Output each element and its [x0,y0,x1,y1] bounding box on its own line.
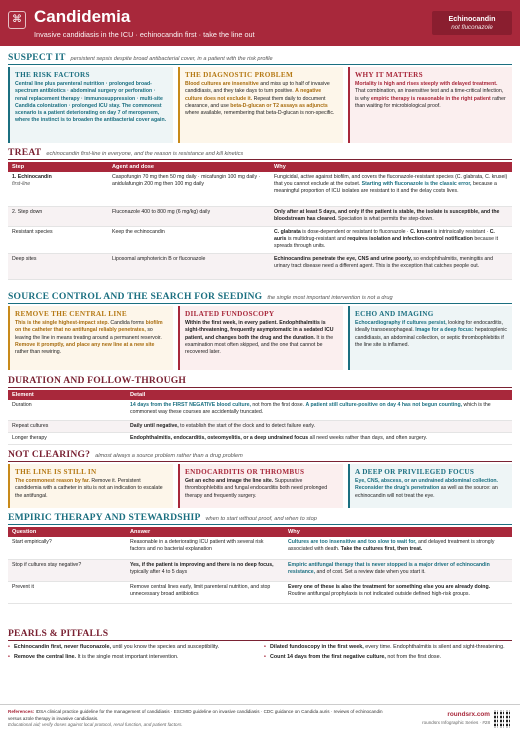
section-rule [8,64,512,65]
card-text: rather than waiting for microbiological proof. [355,95,506,109]
why-text: Take the cultures first, then treat. [340,546,423,553]
detail-text: to establish the start of the clock and to detect failure early. [178,422,316,429]
question: Stop if cultures stay negative? [8,559,126,581]
pearls-column-right [264,644,512,663]
why-text: because it spreads through units. [274,235,499,249]
card-text: Remove it promptly, and place any new line at a new site [15,341,155,348]
card-text: It is the examination most often skipped, and the one that cannot be recovered later. [185,334,334,355]
card-text: Repeat them daily to document clearance, and use [185,95,326,109]
references-label: References: [8,709,35,714]
why-text: because a meaningful proportion of ICU isolates are resistant to it and the delay costs lives. [274,181,497,195]
section-heading-source-control [8,291,393,304]
card-text: where available, remembering that beta-D-glucan is non-specific. [185,109,335,116]
section-heading-not-clearing [8,449,243,462]
answer: typically after 4 to 5 days [130,568,188,575]
card-text: rather than rewiring. [15,348,62,355]
element-name: Longer therapy [8,432,126,444]
element-name: Duration [8,400,126,420]
pearl-lead: Count 14 days from the first negative culture, [270,653,386,660]
column-header: Why [284,527,512,537]
duration-table [8,390,512,445]
qr-code-icon [494,710,512,728]
badge-main: Echinocandin [448,14,496,23]
section-rule [8,461,512,462]
list-item [264,644,512,652]
question: Prevent it [8,581,126,603]
table-row [8,559,512,581]
card-text: That combination, an insensitive test and a time-critical infection, is why [355,88,504,102]
why-text: is dose-dependent or resistant to fluconazole · [300,228,411,235]
table-row [8,581,512,603]
answer: Reasonable in a deteriorating ICU patient with several risk factors and no bacterial explanation [126,537,284,559]
card-text: Eye, CNS, abscess, or an undrained abdominal collection. Reconsider the drug's penetration [355,478,498,492]
element-name: Repeat cultures [8,420,126,432]
card-text: empiric therapy is reasonable in the right patient [370,95,491,102]
column-header: Agent and dose [108,162,270,172]
card-remove-line [8,306,173,370]
list-item [264,654,512,662]
card-title: THE RISK FACTORS [15,71,90,79]
card-title: THE LINE IS STILL IN [15,468,97,476]
section-rule [8,303,512,304]
card-text: A negative culture does not exclude it. [185,88,322,102]
why-text: is intrinsically resistant · [432,228,490,235]
card-line-still-in [8,464,173,508]
agent-dose: Caspofungin 70 mg then 50 mg daily · micafungin 100 mg daily · anidulafungin 200 mg then 100 mg daily [108,172,270,206]
card-title: REMOVE THE CENTRAL LINE [15,310,128,318]
section-title: SUSPECT IT [8,52,66,63]
section-subtitle: almost always a source problem rather than a drug problem [95,453,243,459]
badge-sub: not fluconazole [451,23,493,31]
why-text: is multidrug-resistant and [286,235,348,242]
page-subtitle: Invasive candidiasis in the ICU · echinocandin first · take the line out [34,30,255,39]
pearl-lead: Echinocandin first, never fluconazole, [14,644,112,650]
why-text: Empiric antifungal therapy that is never stopped is a major driver of echinocandin resistance, [288,561,490,575]
why-text: C. krusei [410,228,433,235]
table-row [8,172,512,206]
card-diagnostic-problem [178,67,343,143]
card-text: Echocardiography if cultures persist, [355,320,447,327]
section-title: NOT CLEARING? [8,449,91,460]
section-heading-duration [8,375,186,388]
card-text: Remove it. Persistent candidemia with a catheter in situ is not an indication to escalate the antifungal. [15,478,163,499]
card-text: beta-D-glucan or T2 assays as adjuncts [230,102,328,109]
card-text: so leaving the line in means treating around a permanent reservoir. [15,327,162,341]
references-text: IDSA clinical practice guideline for the management of candidiasis · ESCMID guideline on invasive candidiasis · CDC guidance on Candida auris · reviews of echinocandin versus azole therapy in invasive candidiasis. [8,709,383,721]
why-text: Speciation is what permits the step-down. [336,215,434,222]
footer [0,704,520,736]
card-risk-factors [8,67,173,143]
card-title: DILATED FUNDOSCOPY [185,310,275,318]
card-text: Within the first week, in every patient. Endophthalmitis is sight-threatening, frequently asymptomatic in a sedated ICU patient, and changes both the drug and the duration. [185,320,334,341]
page-title: Candidemia [34,7,131,26]
list-item [8,644,256,652]
first-line-badge [432,11,512,35]
why-text: C. glabrata [274,228,301,235]
pearls-list [8,644,512,674]
card-title: THE DIAGNOSTIC PROBLEM [185,71,294,79]
section-rule [8,524,512,525]
step-name: Deep sites [8,253,108,279]
logo-icon [8,11,26,29]
card-title: ECHO AND IMAGING [355,310,434,318]
card-title: A DEEP OR PRIVILEGED FOCUS [355,468,475,476]
card-text: Image for a deep focus: [415,327,474,334]
why-text: Echinocandins penetrate the eye, CNS and urine poorly, [274,255,412,262]
section-subtitle: persistent sepsis despite broad antibacterial cover, in a patient with the risk profile [70,56,273,62]
column-header: Detail [126,390,512,400]
card-text: Get an echo and image the line site. [185,478,274,485]
why-text: Every one of these is also the treatment for something else you are already doing. [288,583,491,590]
table-header-row [8,390,512,400]
card-text: Candida forms [108,320,146,327]
detail-text: which is the commonest way these courses are accidentally truncated. [130,402,491,416]
table-row [8,226,512,253]
table-row [8,537,512,559]
section-subtitle: when to start without proof, and when to stop [205,516,317,522]
table-header-row [8,527,512,537]
section-heading-suspect [8,52,273,65]
card-text: as well as the source: an echinocandin will not treat the eye. [355,485,498,499]
agent-dose: Keep the echinocandin [108,226,270,253]
card-text: Suppurative thrombophlebitis and fungal endocarditis both need prolonged therapy and frequently surgery. [185,478,328,499]
table-row [8,432,512,444]
card-title: ENDOCARDITIS OR THROMBUS [185,468,305,476]
header-banner [0,0,520,46]
step-name: 1. Echinocandin [12,174,52,181]
card-text: Central line plus parenteral nutrition · prolonged broad-spectrum antibiotics · abdominal surgery or perforation · renal replacement therapy · immunosuppression · multi-site Candida colonization · prolonged ICU stay. The commonest scenario is a patient deteriorating on day 7 of meropenem, where the instinct is to broaden the antibacterial cover again. [15,81,167,124]
section-heading-pearls [8,628,108,641]
why-text: Starting with fluconazole is the classic error, [361,181,472,188]
card-echo-imaging [348,306,512,370]
list-item [8,654,256,662]
pearl-text: not from the first dose. [385,653,442,660]
column-header: Step [8,162,108,172]
table-row [8,253,512,279]
column-header: Element [8,390,126,400]
why-text: so endophthalmitis, meningitis and urinary tract disease need a different agent. This is the exception that catches people out. [274,255,494,269]
agent-dose: Fluconazole 400 to 800 mg (6 mg/kg) daily [108,206,270,226]
card-text: Mortality is high and rises steeply with delayed treatment. [355,81,498,88]
column-header: Answer [126,527,284,537]
why-text: Routine antifungal prophylaxis is not indicated outside defined high-risk groups. [288,590,470,597]
card-text: and miss up to half of invasive candidiasis, and they take days to turn positive. [185,81,330,95]
pearl-text: every time. Endophthalmitis is silent and sight-threatening. [363,644,505,650]
section-heading-empiric [8,512,317,525]
section-rule [8,159,512,160]
card-fundoscopy [178,306,343,370]
card-text: The commonest reason by far. [15,478,90,485]
agent-dose: Liposomal amphotericin B or fluconazole [108,253,270,279]
section-title: PEARLS & PITFALLS [8,628,109,639]
detail-text: A patient still culture-positive on day 4 has not begun counting, [305,402,463,409]
section-rule [8,387,512,388]
card-why-it-matters [348,67,512,143]
detail-text: Endophthalmitis, endocarditis, osteomyelitis, or a deep undrained focus [130,434,309,441]
section-title: DURATION AND FOLLOW-THROUGH [8,375,187,386]
pearl-text: until you know the species and susceptibility. [111,644,220,650]
section-title: SOURCE CONTROL AND THE SEARCH FOR SEEDING [8,291,263,302]
section-title: EMPIRIC THERAPY AND STEWARDSHIP [8,512,201,523]
table-row [8,206,512,226]
detail-text: Daily until negative, [130,422,179,429]
column-header: Why [270,162,512,172]
card-endocarditis [178,464,343,508]
pearl-lead: Dilated fundoscopy in the first week, [270,644,364,650]
section-title: TREAT [8,147,42,158]
section-rule [8,640,512,641]
section-subtitle: echinocandin first-line in everyone, and the reason is resistance and kill kinetics [46,151,244,157]
why-text: and of cost. Set a review date when you start it. [315,568,426,575]
disclaimer: Educational aid; verify doses against local protocol, renal function, and patient factors. [8,722,183,728]
series-label: roundsrx Infographic Series · #28 [422,720,490,725]
why-text: Fungicidal, active against biofilm, and covers the fluconazole-resistant species (C. glabrata, C. krusei) that you cannot exclude at the outset. [274,174,508,188]
references [8,709,388,729]
site-link[interactable]: roundsrx.com [447,711,490,718]
card-text: Blood cultures are insensitive [185,81,259,88]
step-name: Resistant species [8,226,108,253]
pearls-column-left [8,644,256,663]
logo-glyph: ⌘ [12,14,22,26]
card-text: hepatosplenic candidiasis, an abdominal collection, or septic thrombophlebitis if the line site is inflamed. [355,327,507,348]
why-text: Cultures are too insensitive and too slow to wait for, [288,539,417,546]
pearl-text: It is the single most important intervention. [76,653,179,660]
why-text: Only after at least 5 days, and only if the patient is stable, the isolate is susceptible, and the bloodstream has cleared. [274,208,500,222]
card-text: looking for endocarditis, ideally transoesophageal. [355,320,503,334]
treatment-table [8,162,512,280]
detail-text: not from the first dose. [250,402,306,409]
section-heading-treat [8,147,243,160]
table-row [8,400,512,420]
question: Start empirically? [8,537,126,559]
table-row [8,420,512,432]
why-text: C. auris [274,228,495,242]
answer: Yes, if the patient is improving and there is no deep focus, [130,561,274,568]
table-header-row [8,162,512,172]
card-text: This is the single highest-impact step. [15,320,109,327]
card-title: WHY IT MATTERS [355,71,423,79]
card-deep-focus [348,464,512,508]
step-name: 2. Step down [8,206,108,226]
why-text: and delayed treatment is strongly associated with death. [288,539,495,553]
step-note: first-line [12,181,31,188]
section-subtitle: the single most important intervention is not a drug [267,295,393,301]
why-text: requires isolation and infection-control notification [347,235,473,242]
column-header: Question [8,527,126,537]
detail-text: 14 days from the FIRST NEGATIVE blood culture, [130,402,251,409]
card-text: biofilm on the catheter that no antifungal reliably penetrates, [15,320,163,334]
detail-text: all need weeks rather than days, and often surgery. [308,434,428,441]
answer: Remove central lines early, limit parenteral nutrition, and stop unnecessary broad antibiotics [126,581,284,603]
empiric-table [8,527,512,604]
pearl-lead: Remove the central line. [14,653,77,660]
